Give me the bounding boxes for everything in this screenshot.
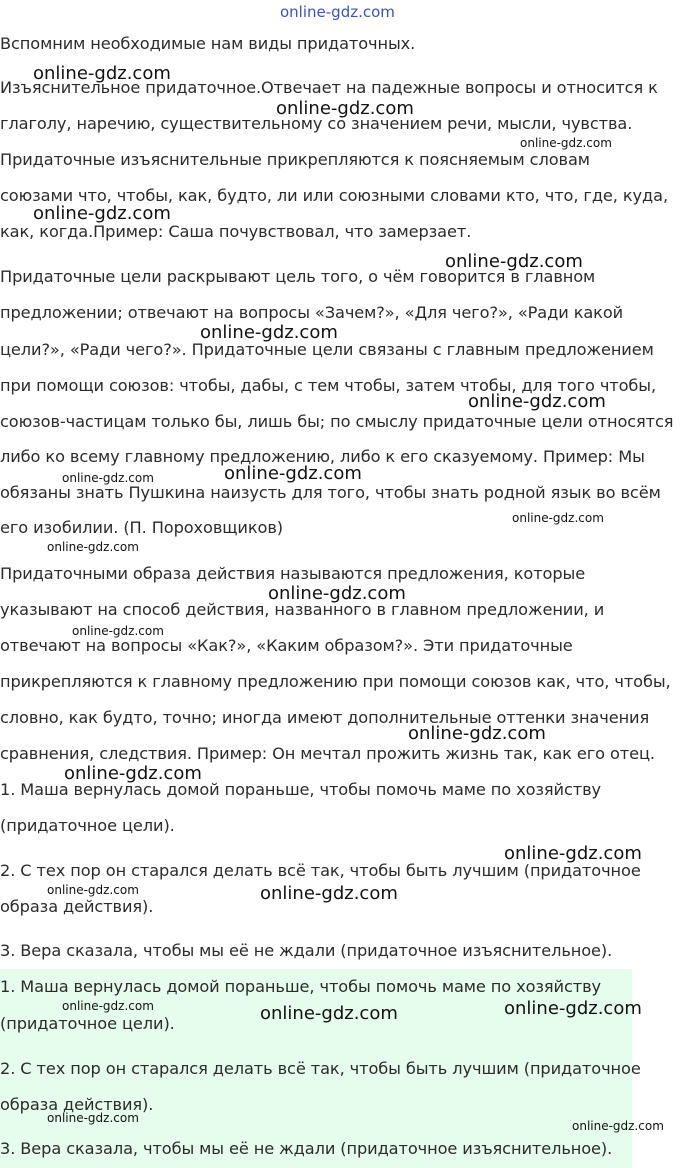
paragraph-line: союзами что, чтобы, как, будто, ли или союзными словами кто, что, где, куда, [0, 186, 668, 205]
highlighted-answer-line: 1. Маша вернулась домой пораньше, чтобы помочь маме по хозяйству [0, 977, 602, 996]
paragraph-line: его изобилии. (П. Пороховщиков) [0, 518, 283, 537]
watermark: online-gdz.com [260, 1003, 398, 1024]
watermark: online-gdz.com [33, 203, 171, 224]
intro-text: Вспомним необходимые нам виды придаточных. [0, 34, 416, 53]
watermark: online-gdz.com [408, 723, 546, 744]
site-watermark-top[interactable]: online-gdz.com [280, 3, 395, 21]
paragraph-line: указывают на способ действия, названного в главном предложении, и [0, 600, 605, 619]
paragraph-line: при помощи союзов: чтобы, дабы, с тем чтобы, затем чтобы, для того чтобы, [0, 376, 657, 395]
paragraph-line: Придаточные цели раскрывают цель того, о чём говорится в главном [0, 267, 596, 286]
paragraph-line: сравнения, следствия. Пример: Он мечтал прожить жизнь так, как его отец. [0, 744, 655, 763]
paragraph-line: прикрепляются к главному предложению при помощи союзов как, что, чтобы, [0, 672, 671, 691]
paragraph-line: союзов-частицам только бы, лишь бы; по смыслу придаточные цели относятся [0, 412, 674, 431]
answer-line: 1. Маша вернулась домой пораньше, чтобы помочь маме по хозяйству [0, 780, 602, 799]
paragraph-line: как, когда.Пример: Саша почувствовал, что замерзает. [0, 222, 472, 241]
watermark: online-gdz.com [200, 322, 338, 343]
watermark: online-gdz.com [64, 763, 202, 784]
paragraph-line: Придаточными образа действия называются предложения, которые [0, 564, 586, 583]
watermark: online-gdz.com [520, 136, 612, 150]
answer-line: образа действия). [0, 897, 154, 916]
highlighted-answer-line: (придаточное цели). [0, 1014, 175, 1033]
watermark: online-gdz.com [47, 1111, 139, 1125]
watermark: online-gdz.com [504, 998, 642, 1019]
paragraph-line: отвечают на вопросы «Как?», «Каким образом?». Эти придаточные [0, 636, 573, 655]
paragraph-line: глаголу, наречию, существительному со значением речи, мысли, чувства. [0, 114, 633, 133]
answer-line: 2. С тех пор он старался делать всё так, чтобы быть лучшим (придаточное [0, 861, 641, 880]
watermark: online-gdz.com [72, 624, 164, 638]
watermark: online-gdz.com [47, 883, 139, 897]
watermark: online-gdz.com [33, 63, 171, 84]
highlighted-answer-line: 2. С тех пор он старался делать всё так, чтобы быть лучшим (придаточное [0, 1059, 641, 1078]
watermark: online-gdz.com [47, 540, 139, 554]
paragraph-line: цели?», «Ради чего?». Придаточные цели связаны с главным предложением [0, 340, 654, 359]
watermark: online-gdz.com [62, 471, 154, 485]
paragraph-line: обязаны знать Пушкина наизусть для того, чтобы знать родной язык во всём [0, 483, 661, 502]
watermark: online-gdz.com [572, 1119, 664, 1133]
paragraph-line: Придаточные изъяснительные прикрепляются к поясняемым словам [0, 150, 590, 169]
watermark: online-gdz.com [268, 583, 406, 604]
paragraph-line: Изъяснительное придаточное.Отвечает на падежные вопросы и относится к [0, 78, 658, 97]
watermark: online-gdz.com [260, 883, 398, 904]
watermark: online-gdz.com [62, 999, 154, 1013]
paragraph-line: словно, как будто, точно; иногда имеют дополнительные оттенки значения [0, 708, 650, 727]
answer-line: (придаточное цели). [0, 816, 175, 835]
paragraph-line: предложении; отвечают на вопросы «Зачем?», «Для чего?», «Ради какой [0, 303, 624, 322]
paragraph-line: либо ко всему главному предложению, либо к его сказуемому. Пример: Мы [0, 447, 645, 466]
highlighted-answer-line: образа действия). [0, 1095, 154, 1114]
watermark: online-gdz.com [468, 391, 606, 412]
watermark: online-gdz.com [445, 251, 583, 272]
highlighted-answer-line: 3. Вера сказала, чтобы мы её не ждали (придаточное изъяснительное). [0, 1139, 613, 1158]
answer-line: 3. Вера сказала, чтобы мы её не ждали (придаточное изъяснительное). [0, 941, 613, 960]
watermark: online-gdz.com [224, 463, 362, 484]
watermark: online-gdz.com [504, 843, 642, 864]
watermark: online-gdz.com [512, 511, 604, 525]
watermark: online-gdz.com [276, 98, 414, 119]
